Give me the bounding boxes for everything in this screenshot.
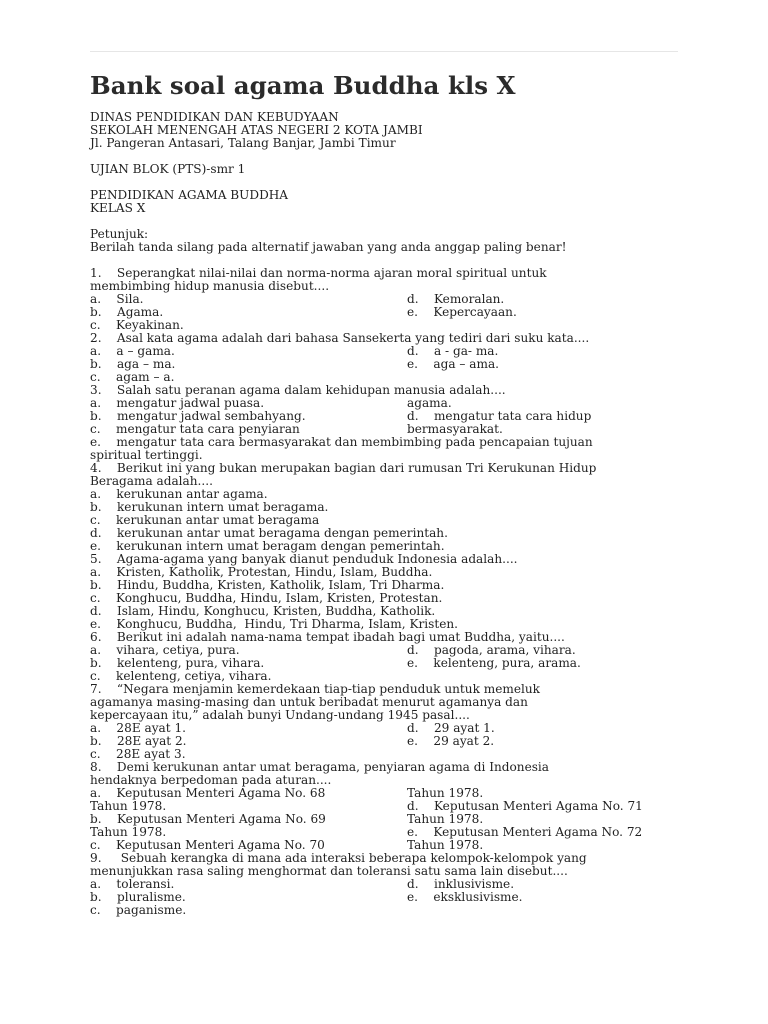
question-line-text: a. toleransi. xyxy=(90,877,175,891)
question-line-text: membimbing hidup manusia disebut.... xyxy=(90,279,330,293)
question-line-text: 7. “Negara menjamin kemerdekaan tiap-tiap penduduk untuk memeluk xyxy=(90,682,540,696)
question-line-text: 3. Salah satu peranan agama dalam kehidupan manusia adalah.... xyxy=(90,383,506,397)
question-line-text: c. kelenteng, cetiya, vihara. xyxy=(90,669,272,683)
question-line-text: 4. Berikut ini yang bukan merupakan bagian dari rumusan Tri Kerukunan Hidup xyxy=(90,461,597,475)
question-line-text: b. kelenteng, pura, vihara. xyxy=(90,656,265,670)
spacer xyxy=(90,215,690,228)
question-line-right-column: e. Keputusan Menteri Agama No. 72 xyxy=(407,825,643,839)
question-line-text: b. aga – ma. xyxy=(90,357,176,371)
exam-name: UJIAN BLOK (PTS)-smr 1 xyxy=(90,162,246,176)
question-line-text: spiritual tertinggi. xyxy=(90,448,203,462)
question-line-text: c. 28E ayat 3. xyxy=(90,747,186,761)
question-line-right-column: e. aga – ama. xyxy=(407,357,500,371)
question-line-text: a. Kristen, Katholik, Protestan, Hindu, Islam, Buddha. xyxy=(90,565,433,579)
question-line-text: c. Keyakinan. xyxy=(90,318,184,332)
question-line-text: b. mengatur jadwal sembahyang. xyxy=(90,409,306,423)
question-line-text: d. Islam, Hindu, Konghucu, Kristen, Buddha, Katholik. xyxy=(90,604,436,618)
question-line-text: b. pluralisme. xyxy=(90,890,186,904)
question-line-text: 6. Berikut ini adalah nama-nama tempat ibadah bagi umat Buddha, yaitu.... xyxy=(90,630,565,644)
top-divider xyxy=(90,51,678,52)
question-line-right-column: d. Kemoralan. xyxy=(407,292,505,306)
question-line xyxy=(90,865,690,878)
question-line-right-column: d. a - ga- ma. xyxy=(407,344,499,358)
question-line xyxy=(90,332,690,345)
question-list xyxy=(90,267,690,917)
question-line-text: a. kerukunan antar agama. xyxy=(90,487,268,501)
question-line xyxy=(90,904,690,917)
header-line: DINAS PENDIDIKAN DAN KEBUDYAAN xyxy=(90,110,339,124)
question-line-text: c. kerukunan antar umat beragama xyxy=(90,513,320,527)
question-line-text: b. Hindu, Buddha, Kristen, Katholik, Islam, Tri Dharma. xyxy=(90,578,445,592)
document-title: Bank soal agama Buddha kls X xyxy=(90,71,516,100)
question-line-right-column: e. Kepercayaan. xyxy=(407,305,517,319)
question-line-text: a. Sila. xyxy=(90,292,144,306)
question-line-right-column: e. eksklusivisme. xyxy=(407,890,523,904)
question-line xyxy=(90,358,690,371)
question-line-text: 1. Seperangkat nilai-nilai dan norma-norma ajaran moral spiritual untuk xyxy=(90,266,547,280)
question-line-text: Beragama adalah.... xyxy=(90,474,213,488)
question-line xyxy=(90,280,690,293)
question-line-text: hendaknya berpedoman pada aturan.... xyxy=(90,773,332,787)
question-line-text: 8. Demi kerukunan antar umat beragama, penyiaran agama di Indonesia xyxy=(90,760,550,774)
question-line-text: b. kerukunan intern umat beragama. xyxy=(90,500,329,514)
question-line-text: b. Keputusan Menteri Agama No. 69 xyxy=(90,812,326,826)
question-line-text: c. mengatur tata cara penyiaran xyxy=(90,422,300,436)
question-line-right-column: bermasyarakat. xyxy=(407,422,503,436)
question-line-right-column: e. kelenteng, pura, arama. xyxy=(407,656,581,670)
question-line-right-column: Tahun 1978. xyxy=(407,812,484,826)
question-line-right-column: d. inklusivisme. xyxy=(407,877,515,891)
question-line-text: d. kerukunan antar umat beragama dengan pemerintah. xyxy=(90,526,448,540)
instructions-text: Berilah tanda silang pada alternatif jawaban yang anda anggap paling benar! xyxy=(90,240,567,254)
question-line-right-column: d. mengatur tata cara hidup xyxy=(407,409,592,423)
question-line-text: 9. Sebuah kerangka di mana ada interaksi beberapa kelompok-kelompok yang xyxy=(90,851,587,865)
question-line-right-column: e. 29 ayat 2. xyxy=(407,734,495,748)
question-line-text: c. Konghucu, Buddha, Hindu, Islam, Kristen, Protestan. xyxy=(90,591,443,605)
question-line-text: c. agam – a. xyxy=(90,370,175,384)
question-line-text: b. Agama. xyxy=(90,305,164,319)
question-line-text: Tahun 1978. xyxy=(90,825,167,839)
subject-line: PENDIDIKAN AGAMA BUDDHA xyxy=(90,188,289,202)
question-line-text: 2. Asal kata agama adalah dari bahasa Sansekerta yang tediri dari suku kata.... xyxy=(90,331,590,345)
question-line-right-column: d. Keputusan Menteri Agama No. 71 xyxy=(407,799,643,813)
question-line-right-column: Tahun 1978. xyxy=(407,838,484,852)
question-line-text: e. Konghucu, Buddha, Hindu, Tri Dharma, Islam, Kristen. xyxy=(90,617,459,631)
question-line-text: a. 28E ayat 1. xyxy=(90,721,186,735)
question-line-right-column: d. pagoda, arama, vihara. xyxy=(407,643,576,657)
question-line-text: e. kerukunan intern umat beragam dengan pemerintah. xyxy=(90,539,445,553)
grade-line: KELAS X xyxy=(90,201,146,215)
question-line-text: a. mengatur jadwal puasa. xyxy=(90,396,265,410)
question-line-text: menunjukkan rasa saling menghormat dan toleransi satu sama lain disebut.... xyxy=(90,864,568,878)
question-line-text: b. 28E ayat 2. xyxy=(90,734,187,748)
question-line-text: c. paganisme. xyxy=(90,903,187,917)
question-line-text: a. Keputusan Menteri Agama No. 68 xyxy=(90,786,326,800)
header-line: SEKOLAH MENENGAH ATAS NEGERI 2 KOTA JAMBI xyxy=(90,123,423,137)
question-line-right-column: Tahun 1978. xyxy=(407,786,484,800)
question-line-text: a. a – gama. xyxy=(90,344,175,358)
question-line-right-column: d. 29 ayat 1. xyxy=(407,721,495,735)
question-line xyxy=(90,293,690,306)
document-body xyxy=(90,111,690,917)
question-line-right-column: agama. xyxy=(407,396,452,410)
question-line-text: Tahun 1978. xyxy=(90,799,167,813)
question-line-text: a. vihara, cetiya, pura. xyxy=(90,643,240,657)
instructions-label: Petunjuk: xyxy=(90,227,149,241)
question-line-text: e. mengatur tata cara bermasyarakat dan membimbing pada pencapaian tujuan xyxy=(90,435,593,449)
question-line-text: agamanya masing-masing dan untuk beribadat menurut agamanya dan xyxy=(90,695,528,709)
header-line: Jl. Pangeran Antasari, Talang Banjar, Jambi Timur xyxy=(90,136,396,150)
question-line-text: 5. Agama-agama yang banyak dianut penduduk Indonesia adalah.... xyxy=(90,552,518,566)
question-line-text: c. Keputusan Menteri Agama No. 70 xyxy=(90,838,325,852)
question-line xyxy=(90,345,690,358)
question-line-text: kepercayaan itu,” adalah bunyi Undang-undang 1945 pasal.... xyxy=(90,708,470,722)
